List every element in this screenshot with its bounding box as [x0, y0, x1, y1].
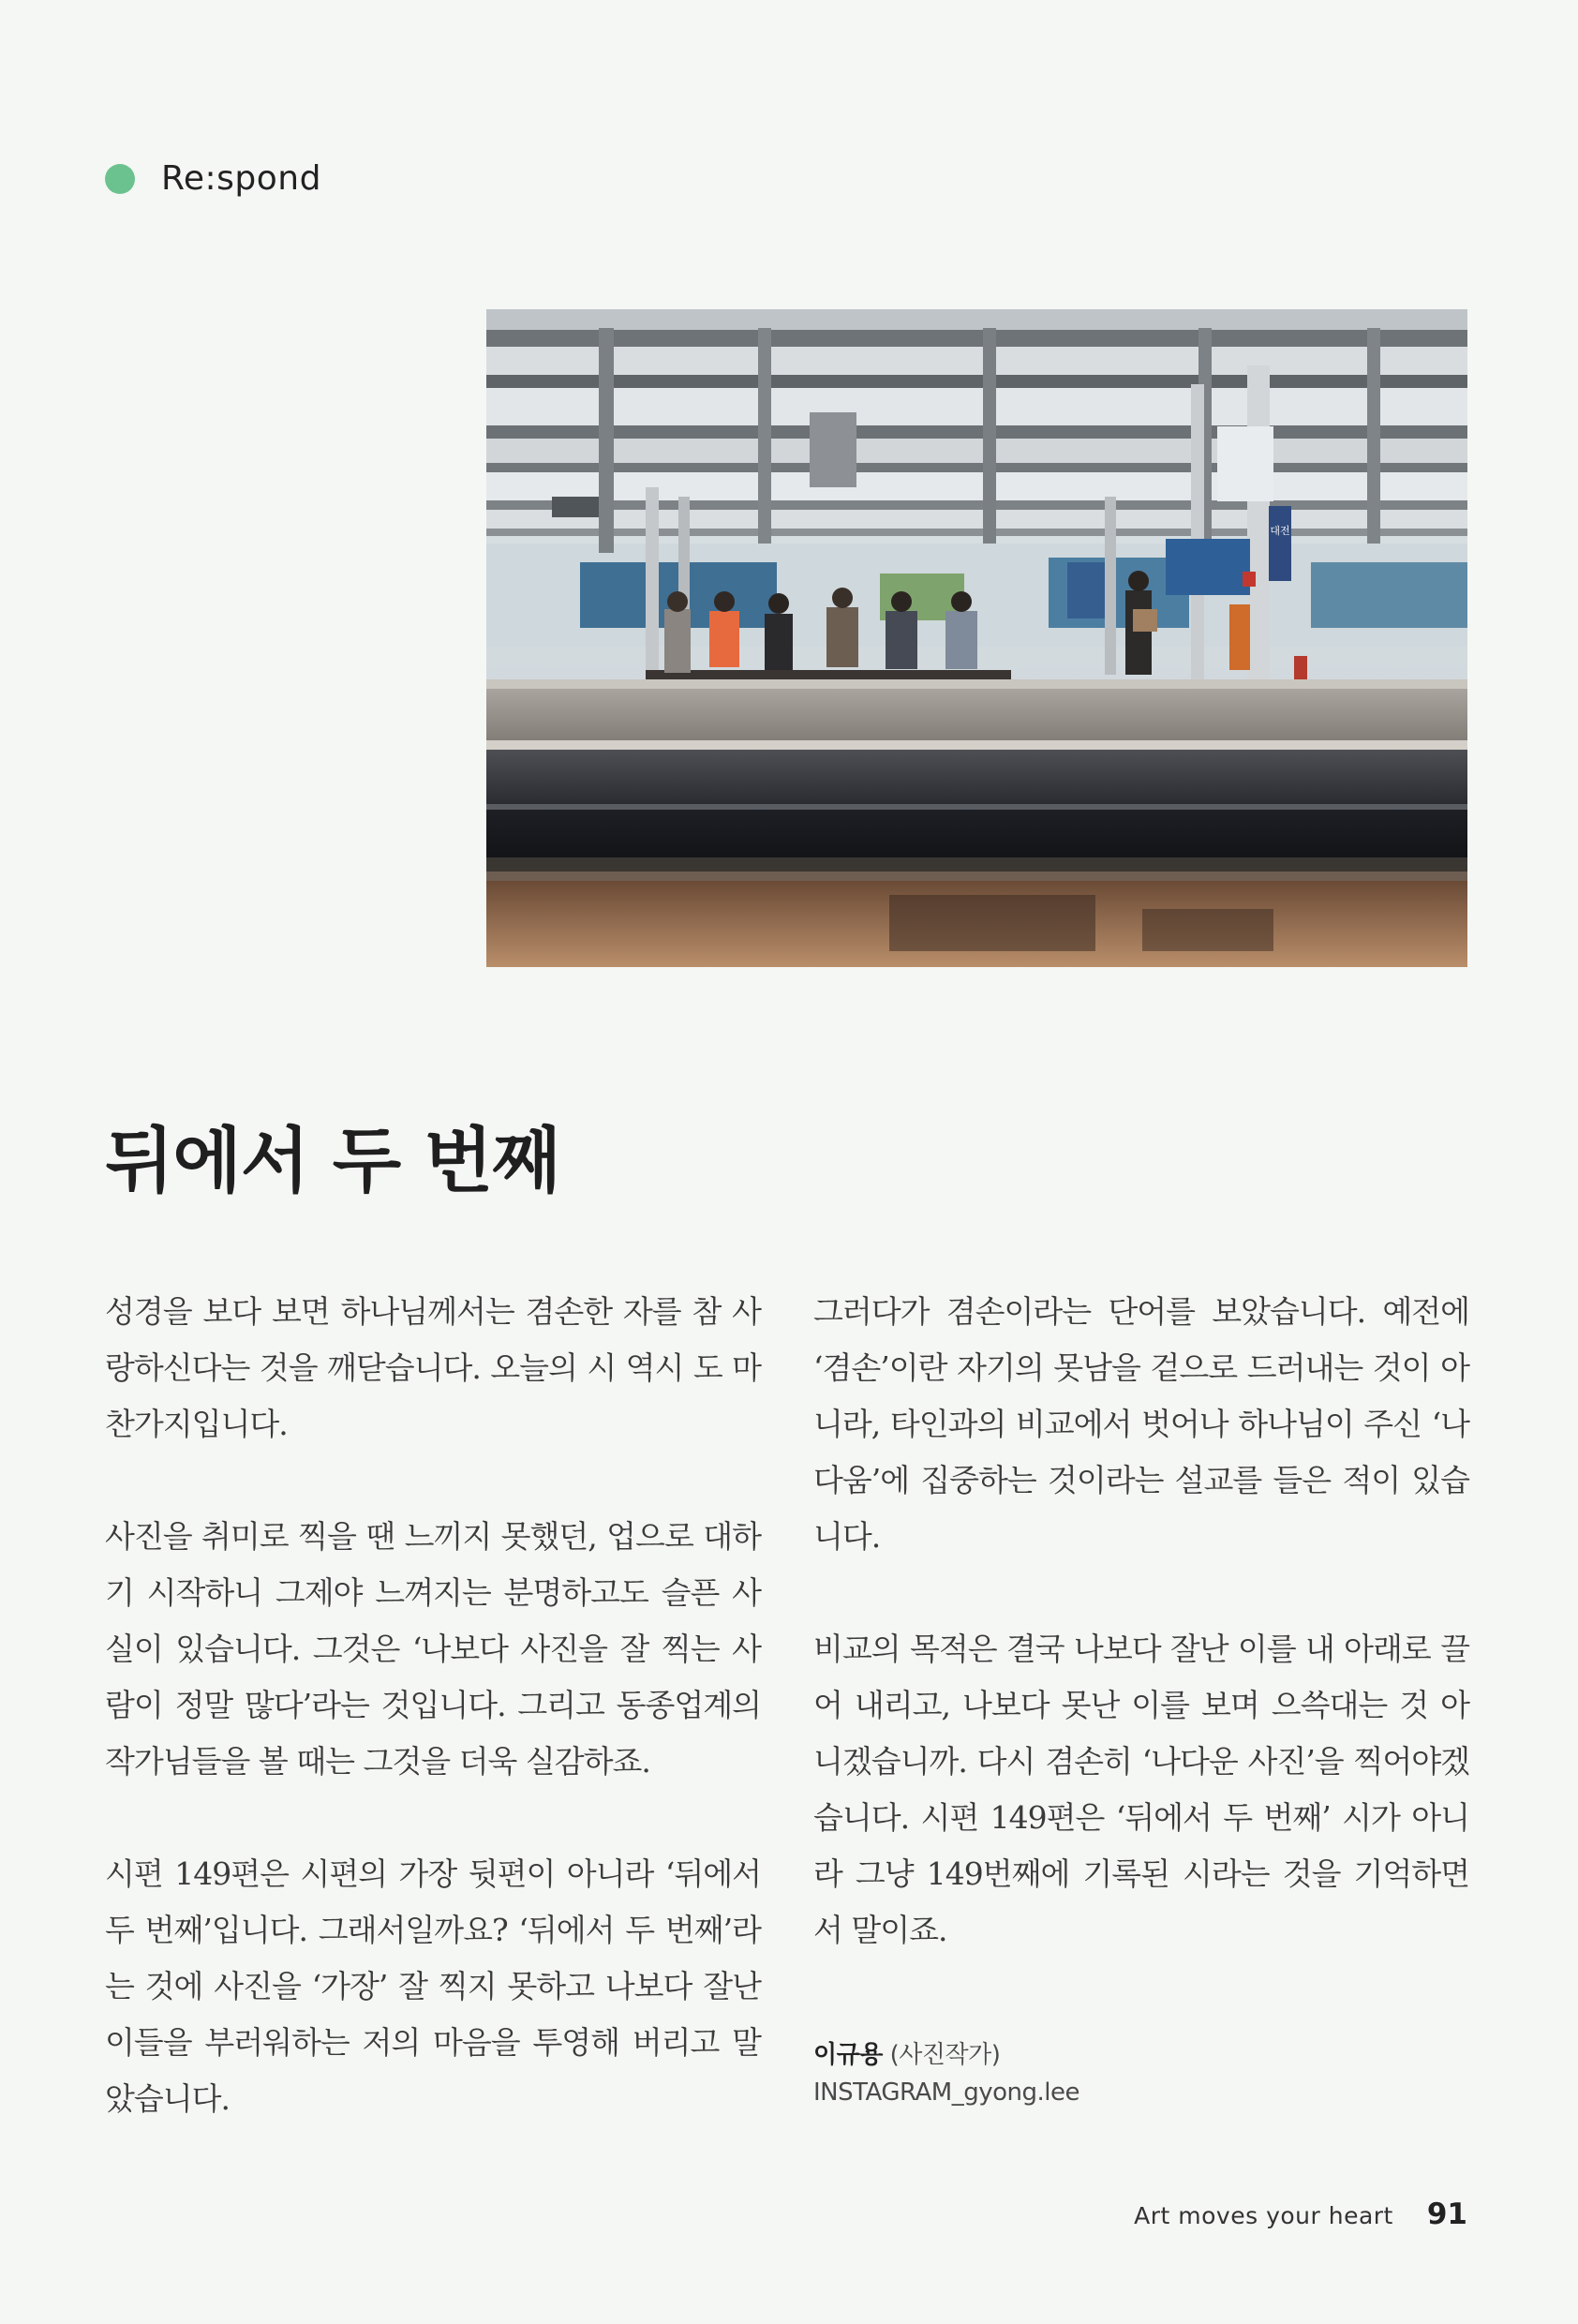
paragraph: 시편 149편은 시편의 가장 뒷편이 아니라 ‘뒤에서 두 번째’입니다. 그래서일까요? ‘뒤에서 두 번째’라는 것에 사진을 ‘가장’ 잘 찍지 못하고 나보다 잘난 이들을 부러워하는 저의 마음을 투영해 버리고 말았습니다.: [105, 1855, 761, 2117]
section-label: Re:spond: [161, 159, 321, 198]
article-title: 뒤에서 두 번째: [105, 1119, 560, 1202]
author-role: (사진작가): [889, 2041, 1001, 2069]
paragraph: 비교의 목적은 결국 나보다 잘난 이를 내 아래로 끌어 내리고, 나보다 못난 이를 보며 으쓱대는 것 아니겠습니까. 다시 겸손히 ‘나다운 사진’을 찍어야겠습니다. 시편 149편은 ‘뒤에서 두 번째’ 시가 아니라 그냥 149번째에 기록된 시라는 것을 기억하면서 말이죠.: [813, 1631, 1469, 1948]
section-tag: [105, 159, 321, 198]
section-dot-icon: [105, 164, 135, 194]
page-footer: [1134, 2197, 1467, 2231]
paragraph: 사진을 취미로 찍을 땐 느끼지 못했던, 업으로 대하기 시작하니 그제야 느껴지는 분명하고도 슬픈 사실이 있습니다. 그것은 ‘나보다 사진을 잘 찍는 사람이 정말 많다’라는 것입니다. 그리고 동종업계의 작가님들을 볼 때는 그것을 더욱 실감하죠.: [105, 1518, 761, 1780]
paragraph: 성경을 보다 보면 하나님께서는 겸손한 자를 참 사랑하신다는 것을 깨닫습니다. 오늘의 시 역시 도 마찬가지입니다.: [105, 1293, 761, 1442]
footer-tagline: Art moves your heart: [1134, 2202, 1393, 2229]
station-sign-text: 대전: [1270, 525, 1290, 537]
author-name: 이규용: [813, 2041, 883, 2069]
author-instagram: INSTAGRAM_gyong.lee: [813, 2078, 1079, 2107]
article-right-column: [813, 1284, 1469, 2015]
page-number: 91: [1426, 2197, 1467, 2231]
train-platform-photo: [486, 309, 1467, 967]
author-credit: [813, 2036, 1079, 2111]
article-left-column: [105, 1284, 761, 2183]
paragraph: 그러다가 겸손이라는 단어를 보았습니다. 예전에 ‘겸손’이란 자기의 못남을 겉으로 드러내는 것이 아니라, 타인과의 비교에서 벗어나 하나님이 주신 ‘나다움’에 집중하는 것이라는 설교를 들은 적이 있습니다.: [813, 1293, 1469, 1555]
